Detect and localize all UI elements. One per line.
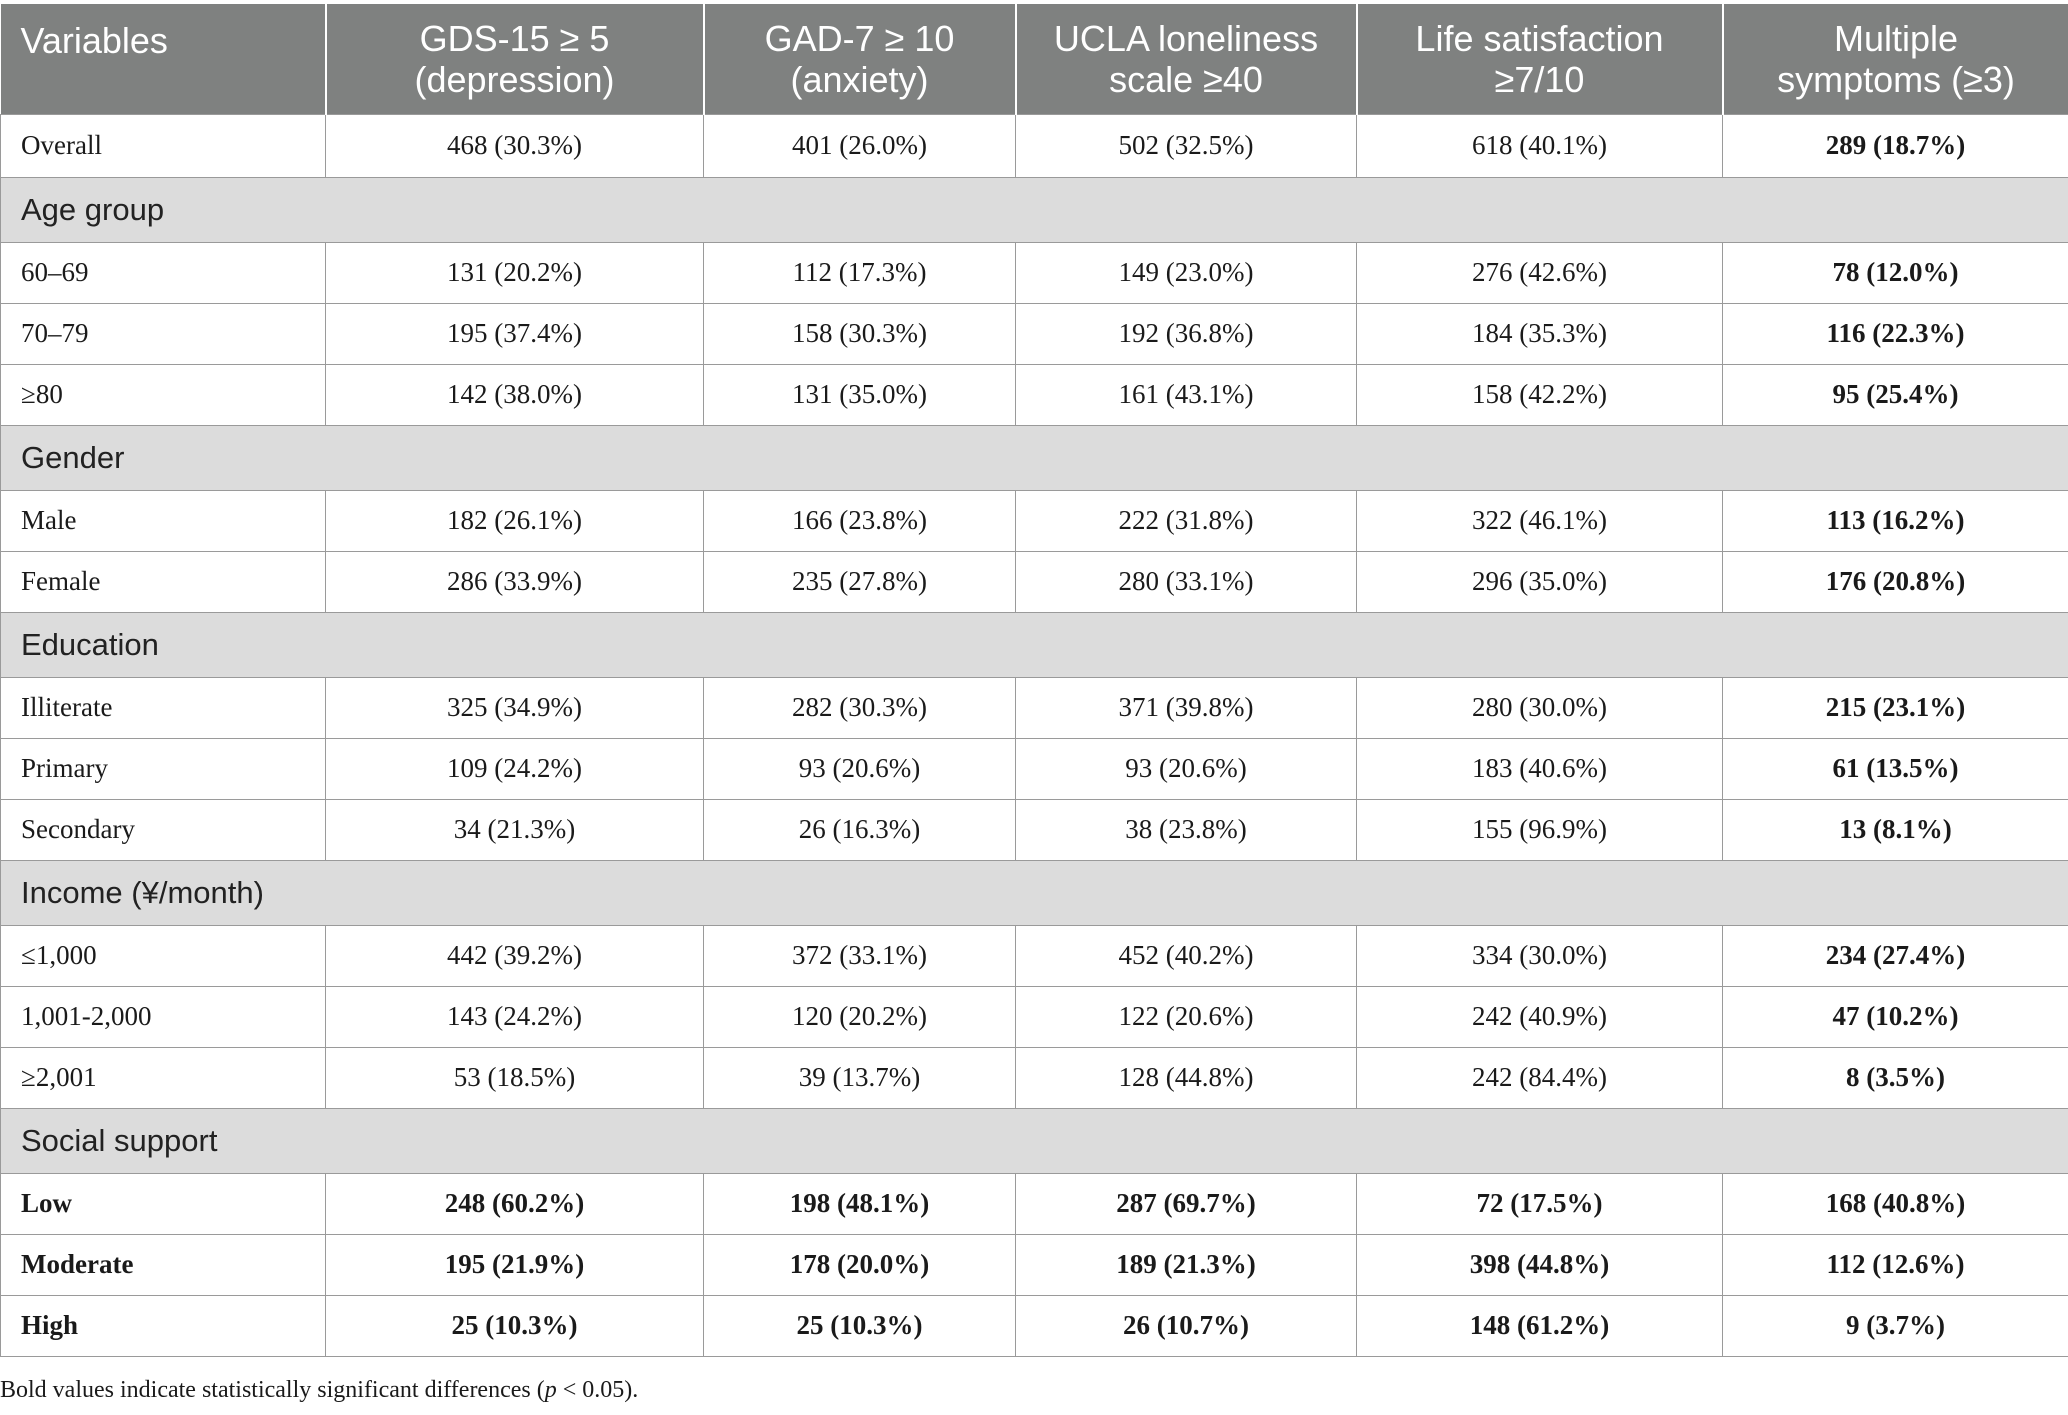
- footnote: [0, 1377, 638, 1404]
- table-cell: 53 (18.5%): [326, 1047, 704, 1108]
- row-label: ≥80: [1, 364, 326, 425]
- table-cell: 128 (44.8%): [1016, 1047, 1357, 1108]
- column-header-line: scale ≥40: [1109, 58, 1263, 100]
- table-cell: 248 (60.2%): [326, 1173, 704, 1234]
- group-header-row: [1, 612, 2068, 677]
- table-cell: 198 (48.1%): [704, 1173, 1016, 1234]
- table-cell: 158 (30.3%): [704, 303, 1016, 364]
- table-cell: 401 (26.0%): [704, 114, 1016, 177]
- table-cell: 39 (13.7%): [704, 1047, 1016, 1108]
- column-header-4: [1357, 4, 1723, 114]
- row-label: Low: [1, 1173, 326, 1234]
- column-header-line: (depression): [414, 58, 615, 100]
- group-label: Income (¥/month): [1, 860, 2068, 925]
- group-label: Social support: [1, 1108, 2068, 1173]
- table-cell: 161 (43.1%): [1016, 364, 1357, 425]
- column-header-line: UCLA loneliness: [1053, 17, 1319, 59]
- table-cell: 143 (24.2%): [326, 986, 704, 1047]
- table-cell: 242 (40.9%): [1357, 986, 1723, 1047]
- table-cell: 372 (33.1%): [704, 925, 1016, 986]
- table-cell: 502 (32.5%): [1016, 114, 1357, 177]
- table-cell: 215 (23.1%): [1723, 677, 2068, 738]
- table-row: [1, 490, 2068, 551]
- group-label: Age group: [1, 177, 2068, 242]
- table-cell: 113 (16.2%): [1723, 490, 2068, 551]
- table-row: [1, 677, 2068, 738]
- table-cell: 26 (16.3%): [704, 799, 1016, 860]
- group-header-row: [1, 425, 2068, 490]
- table-cell: 25 (10.3%): [704, 1295, 1016, 1356]
- column-header-line: (anxiety): [790, 58, 929, 100]
- table-cell: 618 (40.1%): [1357, 114, 1723, 177]
- table-cell: 192 (36.8%): [1016, 303, 1357, 364]
- table-cell: 468 (30.3%): [326, 114, 704, 177]
- table-cell: 334 (30.0%): [1357, 925, 1723, 986]
- table-cell: 398 (44.8%): [1357, 1234, 1723, 1295]
- row-label: 60–69: [1, 242, 326, 303]
- table-cell: 176 (20.8%): [1723, 551, 2068, 612]
- table-cell: 95 (25.4%): [1723, 364, 2068, 425]
- table-cell: 34 (21.3%): [326, 799, 704, 860]
- table-cell: 26 (10.7%): [1016, 1295, 1357, 1356]
- row-label: Illiterate: [1, 677, 326, 738]
- table-cell: 93 (20.6%): [704, 738, 1016, 799]
- table-cell: 280 (30.0%): [1357, 677, 1723, 738]
- table-cell: 131 (35.0%): [704, 364, 1016, 425]
- table-row: [1, 242, 2068, 303]
- table-container: [0, 4, 2068, 1357]
- table-row: [1, 114, 2068, 177]
- table-cell: 189 (21.3%): [1016, 1234, 1357, 1295]
- table-cell: 149 (23.0%): [1016, 242, 1357, 303]
- table-row: [1, 551, 2068, 612]
- row-label: Moderate: [1, 1234, 326, 1295]
- row-label: ≥2,001: [1, 1047, 326, 1108]
- footnote-p-symbol: p: [544, 1377, 557, 1403]
- column-header-line: GDS-15 ≥ 5: [419, 17, 610, 59]
- table-cell: 287 (69.7%): [1016, 1173, 1357, 1234]
- table-cell: 242 (84.4%): [1357, 1047, 1723, 1108]
- table-cell: 234 (27.4%): [1723, 925, 2068, 986]
- table-cell: 289 (18.7%): [1723, 114, 2068, 177]
- row-label: ≤1,000: [1, 925, 326, 986]
- table-cell: 195 (37.4%): [326, 303, 704, 364]
- table-cell: 131 (20.2%): [326, 242, 704, 303]
- table-cell: 322 (46.1%): [1357, 490, 1723, 551]
- table-cell: 109 (24.2%): [326, 738, 704, 799]
- group-header-row: [1, 1108, 2068, 1173]
- table-cell: 280 (33.1%): [1016, 551, 1357, 612]
- table-cell: 296 (35.0%): [1357, 551, 1723, 612]
- column-header-line: symptoms (≥3): [1777, 58, 2015, 100]
- table-cell: 25 (10.3%): [326, 1295, 704, 1356]
- row-label: Female: [1, 551, 326, 612]
- column-header-line: Variables: [20, 20, 168, 61]
- table-cell: 158 (42.2%): [1357, 364, 1723, 425]
- table-cell: 452 (40.2%): [1016, 925, 1357, 986]
- table-cell: 168 (40.8%): [1723, 1173, 2068, 1234]
- column-header-line: GAD-7 ≥ 10: [764, 17, 955, 59]
- table-cell: 166 (23.8%): [704, 490, 1016, 551]
- table-cell: 371 (39.8%): [1016, 677, 1357, 738]
- table-cell: 282 (30.3%): [704, 677, 1016, 738]
- table-row: [1, 303, 2068, 364]
- table-cell: 61 (13.5%): [1723, 738, 2068, 799]
- table-cell: 148 (61.2%): [1357, 1295, 1723, 1356]
- footnote-text-before: Bold values indicate statistically significant differences (: [0, 1377, 545, 1403]
- table-cell: 276 (42.6%): [1357, 242, 1723, 303]
- group-header-row: [1, 177, 2068, 242]
- table-cell: 222 (31.8%): [1016, 490, 1357, 551]
- row-label: 70–79: [1, 303, 326, 364]
- table-cell: 120 (20.2%): [704, 986, 1016, 1047]
- footnote-text-after: < 0.05).: [556, 1377, 639, 1403]
- row-label: Overall: [1, 114, 326, 177]
- group-label: Education: [1, 612, 2068, 677]
- table-cell: 112 (17.3%): [704, 242, 1016, 303]
- table-cell: 78 (12.0%): [1723, 242, 2068, 303]
- table-cell: 155 (96.9%): [1357, 799, 1723, 860]
- column-header-3: [1016, 4, 1357, 114]
- table-cell: 47 (10.2%): [1723, 986, 2068, 1047]
- row-label: Male: [1, 490, 326, 551]
- table-cell: 178 (20.0%): [704, 1234, 1016, 1295]
- table-cell: 116 (22.3%): [1723, 303, 2068, 364]
- results-table: [0, 4, 2068, 1357]
- column-header-line: Multiple: [1833, 17, 1959, 59]
- table-cell: 142 (38.0%): [326, 364, 704, 425]
- table-cell: 9 (3.7%): [1723, 1295, 2068, 1356]
- table-cell: 442 (39.2%): [326, 925, 704, 986]
- row-label: Primary: [1, 738, 326, 799]
- table-cell: 235 (27.8%): [704, 551, 1016, 612]
- table-cell: 112 (12.6%): [1723, 1234, 2068, 1295]
- table-cell: 8 (3.5%): [1723, 1047, 2068, 1108]
- table-body: [1, 114, 2068, 1356]
- table-row: [1, 986, 2068, 1047]
- table-row: [1, 1047, 2068, 1108]
- table-row: [1, 738, 2068, 799]
- group-label: Gender: [1, 425, 2068, 490]
- table-header: [1, 4, 2068, 114]
- row-label: High: [1, 1295, 326, 1356]
- table-cell: 122 (20.6%): [1016, 986, 1357, 1047]
- table-cell: 325 (34.9%): [326, 677, 704, 738]
- column-header-1: [326, 4, 704, 114]
- table-cell: 184 (35.3%): [1357, 303, 1723, 364]
- table-cell: 183 (40.6%): [1357, 738, 1723, 799]
- table-row: [1, 1173, 2068, 1234]
- header-row: [1, 4, 2068, 114]
- table-row: [1, 1234, 2068, 1295]
- table-row: [1, 799, 2068, 860]
- group-header-row: [1, 860, 2068, 925]
- row-label: 1,001-2,000: [1, 986, 326, 1047]
- table-row: [1, 364, 2068, 425]
- table-row: [1, 925, 2068, 986]
- column-header-line: ≥7/10: [1494, 58, 1585, 100]
- table-cell: 38 (23.8%): [1016, 799, 1357, 860]
- table-cell: 72 (17.5%): [1357, 1173, 1723, 1234]
- column-header-5: [1723, 4, 2068, 114]
- row-label: Secondary: [1, 799, 326, 860]
- table-cell: 286 (33.9%): [326, 551, 704, 612]
- table-cell: 93 (20.6%): [1016, 738, 1357, 799]
- table-cell: 182 (26.1%): [326, 490, 704, 551]
- table-row: [1, 1295, 2068, 1356]
- column-header-2: [704, 4, 1016, 114]
- table-cell: 195 (21.9%): [326, 1234, 704, 1295]
- column-header-0: [1, 4, 326, 114]
- table-cell: 13 (8.1%): [1723, 799, 2068, 860]
- column-header-line: Life satisfaction: [1415, 17, 1664, 59]
